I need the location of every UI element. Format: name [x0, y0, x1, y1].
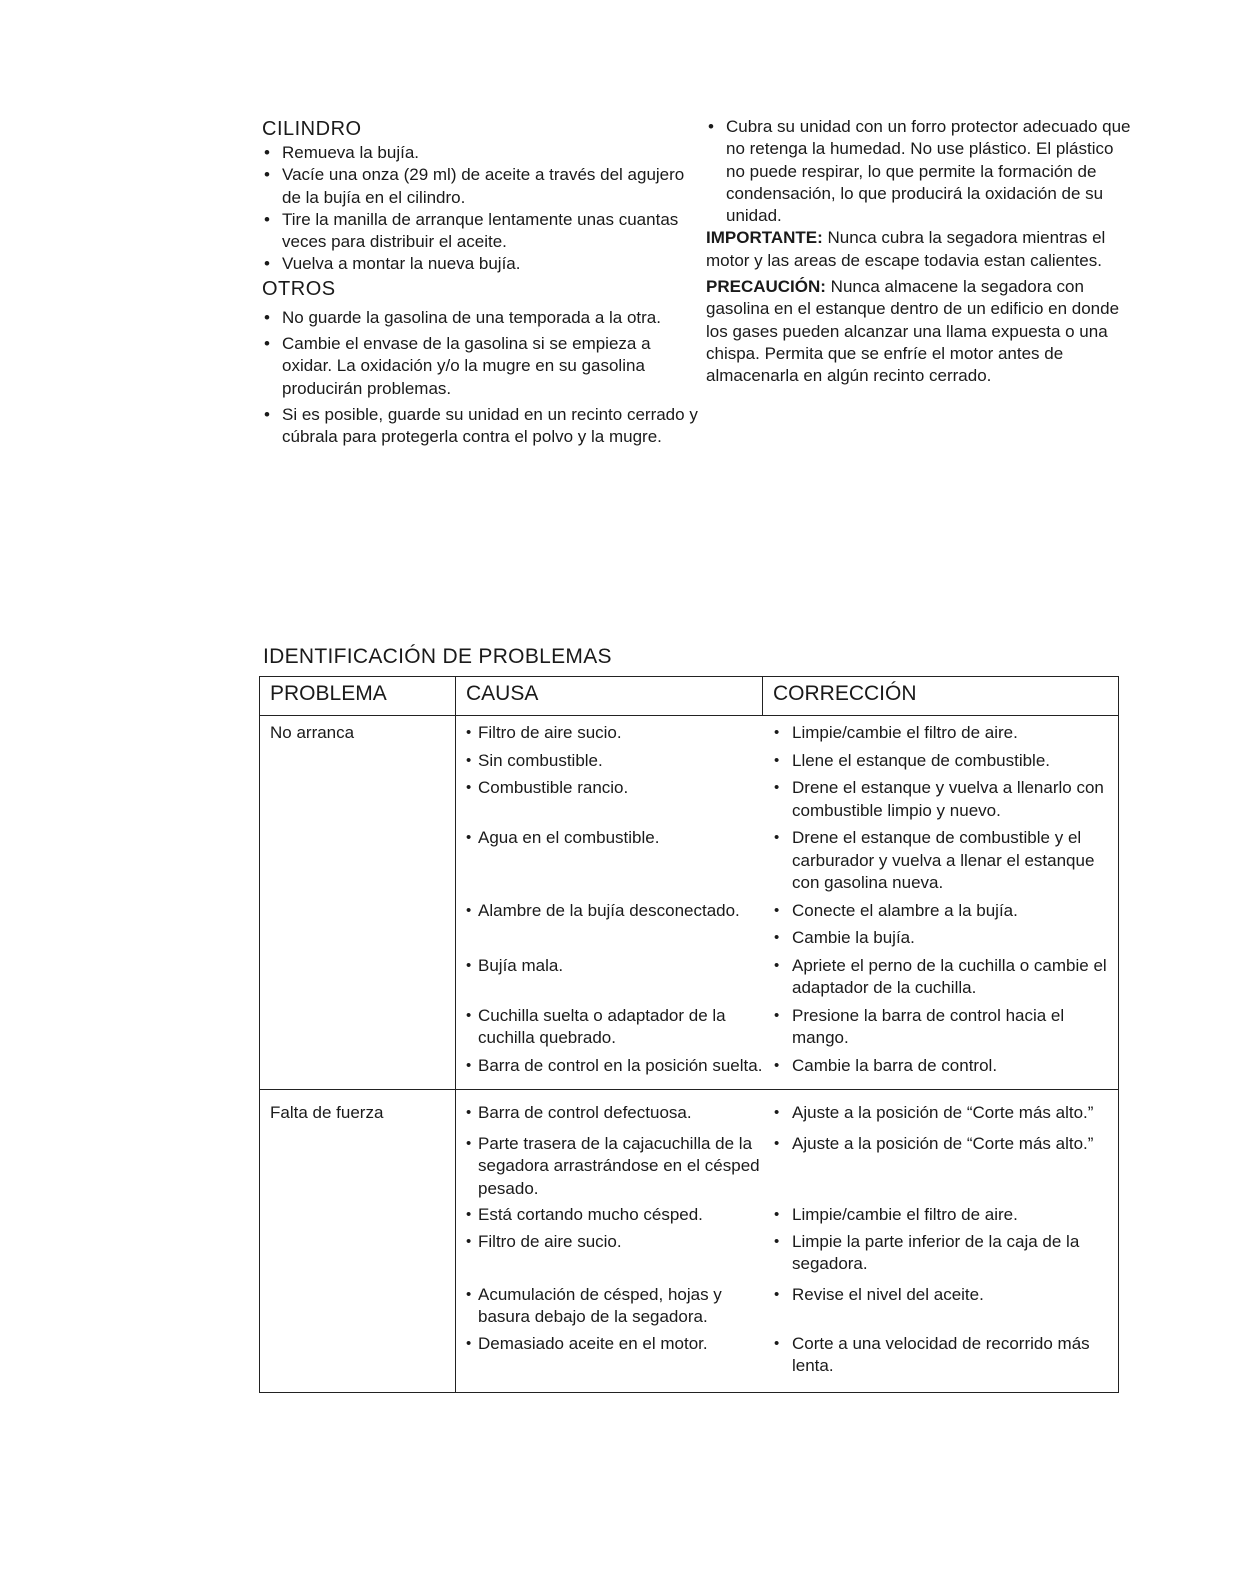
otros-list: [262, 307, 702, 449]
fix-item: • Revise el nivel del aceite.: [772, 1284, 1108, 1307]
list-item: • Vacíe una onza (29 ml) de aceite a través del agujero de la bujía en el cilindro.: [262, 164, 702, 209]
cilindro-list: [262, 142, 702, 276]
cause-fix-pair: [466, 1133, 1108, 1201]
cause-item: • Parte trasera de la cajacuchilla de la segadora arrastrándose en el césped pesado.: [466, 1133, 772, 1201]
left-column: [262, 116, 702, 449]
troubleshooting-title: IDENTIFICACIÓN DE PROBLEMAS: [263, 645, 612, 668]
cause-fix-pair: [466, 955, 1108, 1000]
header-causa: CAUSA: [456, 677, 763, 716]
otros-heading: OTROS: [262, 277, 336, 300]
cause-item: • Demasiado aceite en el motor.: [466, 1333, 772, 1356]
cause-item: • Acumulación de césped, hojas y basura debajo de la segadora.: [466, 1284, 772, 1329]
troubleshooting-table: [259, 676, 1119, 1393]
fix-item: • Limpie/cambie el filtro de aire.: [772, 722, 1108, 745]
cause-item: • Cuchilla suelta o adaptador de la cuchilla quebrado.: [466, 1005, 772, 1050]
table-header-row: [260, 677, 1119, 716]
cause-fix-pair: [466, 1055, 1108, 1078]
list-item: • No guarde la gasolina de una temporada a la otra.: [262, 307, 702, 329]
fix-item: • Cambie la bujía.: [772, 927, 1108, 950]
fix-item: • Limpie la parte inferior de la caja de la segadora.: [772, 1231, 1108, 1276]
cause-fix-pair: [466, 777, 1108, 822]
cause-fix-pair: [466, 900, 1108, 950]
problem-cell: Falta de fuerza: [260, 1090, 456, 1393]
cause-item: • Sin combustible.: [466, 750, 772, 773]
cause-fix-pair: [466, 1204, 1108, 1227]
fix-item: • Presione la barra de control hacia el mango.: [772, 1005, 1108, 1050]
cause-item: • Alambre de la bujía desconectado.: [466, 900, 772, 923]
cause-fix-pair: [466, 1102, 1108, 1125]
storage-cover-list: [706, 116, 1131, 227]
fix-item: • Corte a una velocidad de recorrido más lenta.: [772, 1333, 1108, 1378]
precaucion-label: PRECAUCIÓN:: [706, 277, 826, 297]
list-item: • Cambie el envase de la gasolina si se empieza a oxidar. La oxidación y/o la mugre en su gasolina producirán problemas.: [262, 333, 702, 400]
header-problema: PROBLEMA: [260, 677, 456, 716]
cause-fix-pair: [466, 1284, 1108, 1329]
cause-correction-cell: [456, 716, 1119, 1090]
right-column: [706, 116, 1131, 388]
fix-item: • Ajuste a la posición de “Corte más alto.”: [772, 1102, 1108, 1125]
cause-item: • Combustible rancio.: [466, 777, 772, 800]
header-correccion: CORRECCIÓN: [763, 677, 1119, 716]
fix-item: • Llene el estanque de combustible.: [772, 750, 1108, 773]
fix-item: • Drene el estanque de combustible y el carburador y vuelva a llenar el estanque con gasolina nueva.: [772, 827, 1108, 895]
importante-note: [706, 227, 1131, 272]
list-item: • Cubra su unidad con un forro protector adecuado que no retenga la humedad. No use plástico. El plástico no puede respirar, lo que permite la formación de condensación, lo que producirá la oxidación de su unidad.: [706, 116, 1131, 227]
fix-item: • Ajuste a la posición de “Corte más alto.”: [772, 1133, 1108, 1156]
cause-fix-pair: [466, 722, 1108, 745]
importante-label: IMPORTANTE:: [706, 228, 823, 248]
importante-text: Nunca cubra la segadora mientras el motor y las areas de escape todavia estan calientes.: [706, 228, 1106, 270]
table-row: [260, 1090, 1119, 1393]
cause-fix-pair: [466, 750, 1108, 773]
fix-item: • Drene el estanque y vuelva a llenarlo con combustible limpio y nuevo.: [772, 777, 1108, 822]
cause-item: • Barra de control en la posición suelta.: [466, 1055, 772, 1078]
list-item: • Remueva la bujía.: [262, 142, 702, 164]
list-item: • Si es posible, guarde su unidad en un recinto cerrado y cúbrala para protegerla contra el polvo y la mugre.: [262, 404, 702, 449]
list-item: • Tire la manilla de arranque lentamente unas cuantas veces para distribuir el aceite.: [262, 209, 702, 254]
cause-item: • Filtro de aire sucio.: [466, 722, 772, 745]
fix-item: • Conecte el alambre a la bujía.: [772, 900, 1108, 923]
problem-cell: No arranca: [260, 716, 456, 1090]
cause-fix-pair: [466, 827, 1108, 895]
precaucion-text: Nunca almacene la segadora con gasolina en el estanque dentro de un edificio en donde los gases pueden alcanzar una llama expuesta o una chispa. Permita que se enfríe el motor antes de almacenarla en algún recinto cerrado.: [706, 277, 1120, 386]
cause-fix-pair: [466, 1231, 1108, 1276]
fix-item: • Limpie/cambie el filtro de aire.: [772, 1204, 1108, 1227]
cause-fix-pair: [466, 1005, 1108, 1050]
cilindro-heading: CILINDRO: [262, 118, 362, 140]
cause-item: • Agua en el combustible.: [466, 827, 772, 850]
precaucion-note: [706, 276, 1131, 387]
table-row: [260, 716, 1119, 1090]
fix-item: • Apriete el perno de la cuchilla o cambie el adaptador de la cuchilla.: [772, 955, 1108, 1000]
cause-item: • Bujía mala.: [466, 955, 772, 978]
cause-item: • Barra de control defectuosa.: [466, 1102, 772, 1125]
cause-correction-cell: [456, 1090, 1119, 1393]
fix-item: • Cambie la barra de control.: [772, 1055, 1108, 1078]
cause-item: • Está cortando mucho césped.: [466, 1204, 772, 1227]
cause-fix-pair: [466, 1333, 1108, 1378]
cause-item: • Filtro de aire sucio.: [466, 1231, 772, 1254]
list-item: • Vuelva a montar la nueva bujía.: [262, 253, 702, 275]
